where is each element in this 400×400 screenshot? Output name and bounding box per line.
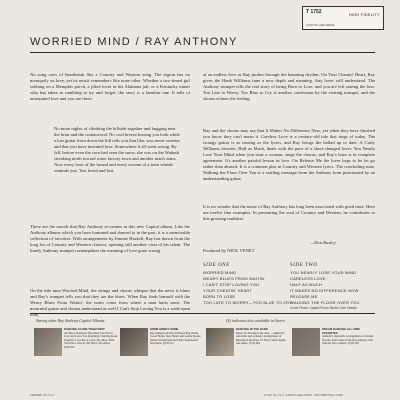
album-ad-desc: All Those Standards That Made You Fall in Love and Leave You Dreaming: Dancing Alone Together, Love Me or Leave Me, More Than You Know, One for My Baby, and others. (S)T1252 [64,331,118,349]
album-ad [206,328,292,383]
album-ad-title: DANCING IN THE DARK [236,327,268,331]
hifi-label: HIGH FIDELITY [348,12,380,17]
album-thumbnail [206,328,234,356]
liner-notes-paragraph-3: On the title tune Worried Mind, the strings and chorus whisper that the news is blues and Ray's trumpet tells you that they are the blues. When Ray finds himself with the Weary Blues From Waitin', the notes come from where a man hurts most. The mournful guitar and chorus understand as well I Can't Stop Loving You is a wide-open look [30,288,190,317]
side-one-track: WEARY BLUES FROM WAITIN' [203,276,266,281]
liner-notes-paragraph-4: at an endless love as Ray probes through the haunting rhythm. On Your Cheatin' Heart, Ray gives the Hank Williams tune a new depth and meaning. Any lover will understand. The Anthony trumpet tells the real story of being Born to Lose, and you are left staring the loss. Too Late to Worry, Too Blue to Cry is another confession by the visiting trumpet, and the chorus echoes the feeling. [203,72,375,101]
album-ad [120,328,206,383]
side-two-track: RELEASE ME [290,294,318,299]
side-two-track: YOU NEARLY LOSE YOUR MIND [290,270,357,275]
side-two-track: HALF AS MUCH [290,282,322,287]
liner-notes-poem: No more nights of climbing the hillside together and hugging near the briar and the cottonwood. No cool breeze kissing you both while a lost guitar from down the hill tells you that lilac was never sweeter and that you have invented love. Somewhere it all went wrong. By fall, before even the corn had seen the snow, she was on the Wabash streaking north toward some factory town and another man's arms. Now every hoot of the hound and every scream of a train whistle reminds you. You loved and lost. [54,126,180,173]
side-two-track: IT MAKES NO DIFFERENCE NOW [290,288,359,293]
notes-author-signature: —Don Ruxley [310,240,336,245]
title-rule [30,52,375,53]
album-ad-title: DANCING ALONE TOGETHER* [64,327,105,331]
other-albums-panel [30,313,375,391]
printed-in-label: PRINTED IN U.S.A. [30,393,55,397]
catalog-number: T 1752 [306,9,322,15]
cover-photo-credit: Cover Photo: Capitol Photo Studio: Ken Veeder [290,306,357,310]
side-one-track: I CAN'T STOP LOVING YOU [203,282,260,287]
side-one-track: WORRIED MIND [203,270,237,275]
album-ad [292,328,378,383]
side-two-track: WALKING THE FLOOR OVER YOU [290,300,360,305]
side-one-track: BORN TO LOSE [203,294,236,299]
album-title: WORRIED MIND / RAY ANTHONY [30,36,238,48]
capitol-logo-box [302,6,384,30]
stereo-note: (S) indicates also available in Stereo [226,318,285,323]
label-sub: CAPITOL RECORDS [306,23,335,27]
liner-notes-paragraph-6: It is no wonder that the name of Ray Anthony has long been associated with good taste. Here are twelve fine examples. In presenting the soul of Country and Western, he contributes to this growing tradition. [203,204,375,221]
album-ad-caption [322,328,376,346]
album-ad-title: DREAM DANCING ALL-TIME FAVORITES [322,327,360,335]
album-ad [34,328,120,383]
side-two-track: CARELESS LOVE [290,276,326,281]
album-thumbnail [292,328,320,356]
liner-notes-paragraph-1: No song cries of heartbreak like a Country and Western song. The region has no monopoly on love, yet its music remembers like none other. Whether a two-timed girl sobbing on a Memphis porch, a jilted lover in his Alabama jail, or a Kentucky miner who has taken to rambling to try and forget, the story is a familiar one. It tells of unrequited love and you are there. [30,72,190,101]
liner-notes-paragraph-2: These are the moods that Ray Anthony re-creates in this new Capitol album. Like the Anthony albums which you have hummed and danced to in the past, it is a memorable collection of favorites. With arrangements by Jimmie Haskell, Ray has drawn from the long list of Country and Western classics, opening still another vista of his talent. The lonely Anthony trumpet contemplates the meaning of love gone wrong. [30,224,190,253]
other-albums-heading: Among other Ray Anthony Capitol Albums: [36,318,106,323]
litho-label: LITHO IN U.S.A. CAPITOL RECORDS · DISTRIBUTING CORP. [264,393,344,397]
album-ad-title: HOME SWEET HOME [150,327,179,331]
album-thumbnail [120,328,148,356]
album-ad-desc: Anthony's danceable arrangements of all-time favorite dance tunes in the Ray Anthony style with the full orchestra. (S)T1108 [322,335,374,346]
side-two-heading: SIDE TWO [290,263,318,268]
side-one-track: YOUR CHEATIN' HEART [203,288,253,293]
album-ad-caption [150,328,204,346]
album-ad-caption [236,328,290,346]
producer-credit: Produced by NICK VENET [203,248,255,253]
album-thumbnail [34,328,62,356]
liner-notes-paragraph-5: Ray and the chorus may say that It Makes No Difference Now, yet when they have finished you know they can't mean it. Careless Love is a century-old tale that rings of today. The twangy guitar is as teasing as the lyrics, and Ray brings the ballad up to date. A Curly Williams favorite, Half as Much, deals with the pace of a short-changed lover. You Nearly Lose Your Mind when you trust a woman, sings the chorus, and Ray's horn is in complete agreement. It's another painful lesson in love. On Release Me the lover begs to be let go rather than abused. It is a common plea in Country and Western lyrics. The concluding tune, Walking the Floor Over You is a wailing message from the Anthony horn punctuated by an understanding guitar. [203,128,375,181]
side-one-track: TOO LATE TO WORRY—TOO BLUE TO CRY [203,300,293,305]
album-ad-desc: Music for dancing in the dark — Anthony's danceable and romantic arrangements of Dancing in the Dark, I'll Never Smile Again, and others. (S)T1304 [236,331,286,346]
side-one-heading: SIDE ONE [203,263,230,268]
album-ad-caption [64,328,118,350]
album-ad-desc: Ray Anthony and his Orchestra Play Home Sweet Home, Dear Hearts and Gentle People, Winter Wonderland and Other Sentimental Selections. (S)T1312 [150,331,202,346]
